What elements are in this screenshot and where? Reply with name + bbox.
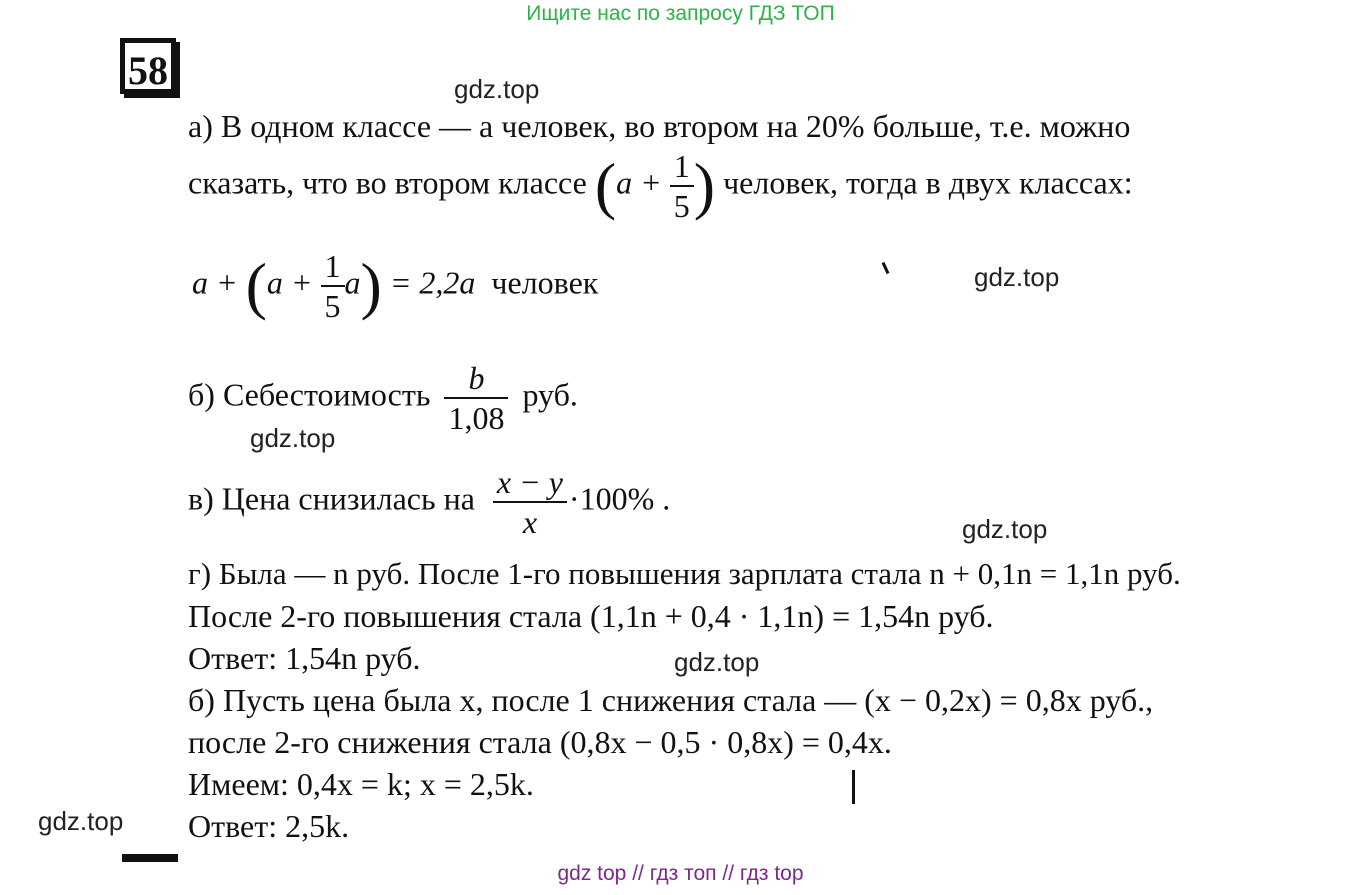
part-a-line1: а) В одном классе — а человек, во втором на 20% больше, т.е. можно — [188, 108, 1131, 144]
watermark: gdz.top — [974, 262, 1060, 292]
part-b2-line2: после 2-го снижения стала (0,8x − 0,5 · 0,8x) = 0,4x. — [188, 724, 892, 760]
watermark: gdz.top — [962, 514, 1048, 544]
fraction-denominator: 1,08 — [448, 400, 505, 436]
part-b — [188, 362, 578, 434]
part-a-line2 — [188, 150, 1133, 222]
bottom-banner: gdz top // гдз топ // гдз top — [557, 862, 804, 885]
fraction — [444, 362, 508, 434]
fraction — [670, 150, 694, 222]
watermark: gdz.top — [38, 806, 124, 836]
part-b-unit: руб. — [522, 376, 578, 413]
part-b2-line1: б) Пусть цена была x, после 1 снижения стала — (x − 0,2x) = 0,8x руб., — [188, 682, 1154, 718]
part-g-line1: г) Была — n руб. После 1-го повышения зарплата стала n + 0,1n = 1,1n руб. — [188, 556, 1181, 591]
part-v — [188, 466, 670, 538]
next-problem-box-edge — [122, 854, 178, 862]
part-g-line3: Ответ: 1,54n руб. — [188, 640, 421, 676]
scan-mark — [852, 770, 855, 804]
fraction — [321, 250, 345, 322]
formula-left: a + — [192, 264, 238, 301]
part-b2-line4: Ответ: 2,5k. — [188, 808, 350, 844]
formula-var: a — [344, 264, 361, 301]
formula-inner: a + — [266, 264, 313, 301]
paren-close: ) — [360, 250, 382, 321]
part-g-line2: После 2-го повышения стала (1,1n + 0,4 · 1,1n) = 1,54n руб. — [188, 598, 994, 634]
watermark: gdz.top — [674, 647, 760, 677]
fraction-numerator: 1 — [321, 250, 345, 287]
watermark: gdz.top — [250, 423, 336, 453]
paren-open: ( — [245, 250, 267, 321]
problem-number: 58 — [120, 38, 176, 94]
fraction-numerator: x − y — [493, 466, 567, 503]
paren-close: ) — [693, 150, 716, 221]
top-banner: Ищите нас по запросу ГДЗ ТОП — [526, 2, 835, 25]
watermark: gdz.top — [454, 74, 540, 104]
part-b-label: б) Себестоимость — [188, 376, 431, 413]
part-a-line2-expr: a + — [616, 164, 662, 201]
scan-mark — [882, 262, 890, 274]
paren-open: ( — [594, 150, 617, 221]
fraction-denominator: x — [522, 504, 538, 540]
fraction — [493, 466, 567, 538]
part-v-suffix: ·100% . — [568, 480, 671, 517]
fraction-numerator: 1 — [670, 150, 694, 187]
part-a-line2-after: человек, тогда в двух классах: — [723, 164, 1133, 201]
formula-right: = 2,2a — [389, 264, 476, 301]
part-a-line2-before: сказать, что во втором классе — [188, 164, 587, 201]
fraction-denominator: 5 — [324, 288, 341, 324]
part-b2-line3: Имеем: 0,4x = k; x = 2,5k. — [188, 766, 534, 802]
part-v-label: в) Цена снизилась на — [188, 480, 475, 517]
part-a-formula — [192, 250, 598, 322]
fraction-denominator: 5 — [673, 188, 690, 224]
fraction-numerator: b — [444, 362, 508, 399]
formula-unit: человек — [491, 264, 599, 301]
